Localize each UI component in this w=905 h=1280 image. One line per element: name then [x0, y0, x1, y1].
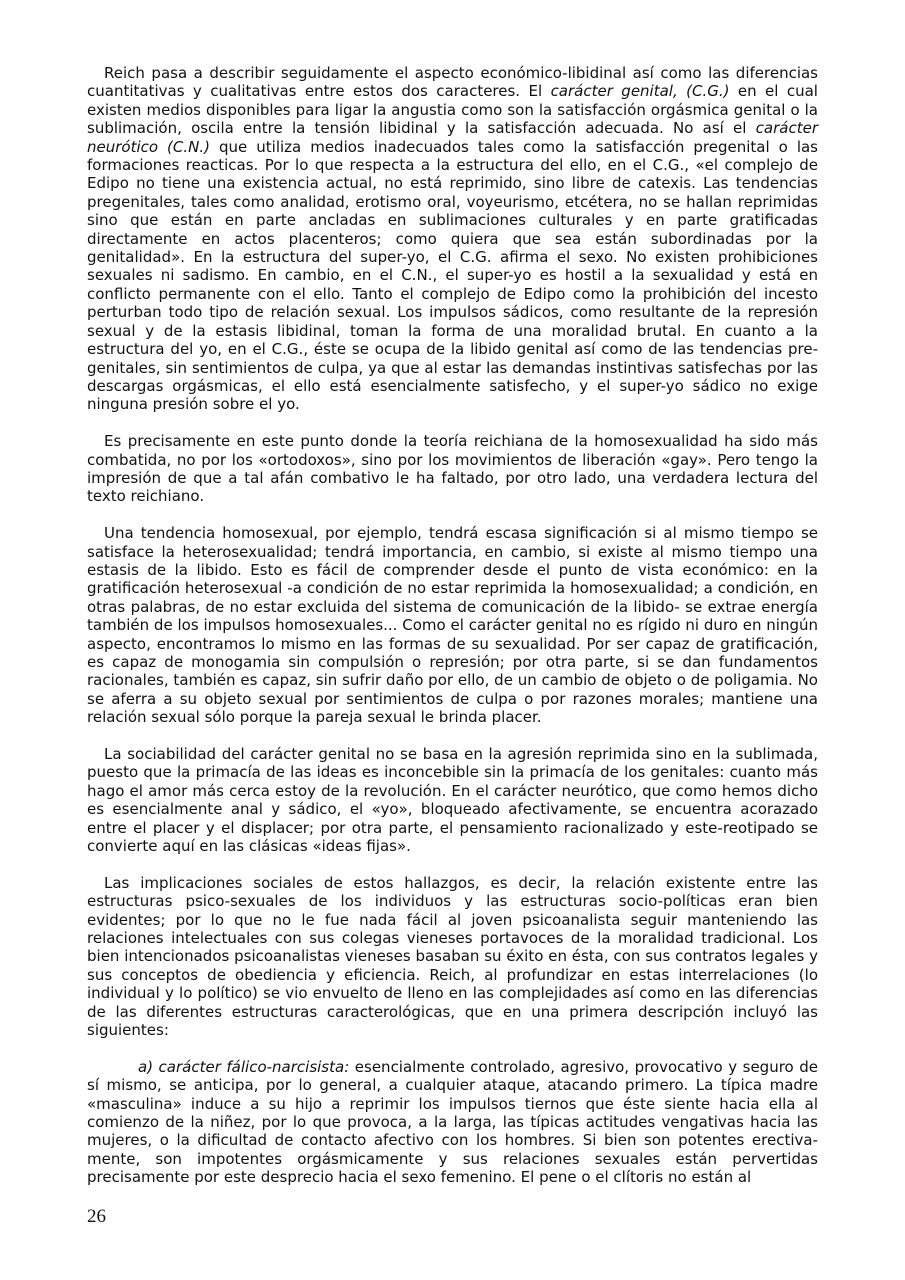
paragraph-5 [87, 874, 818, 1040]
text-segment: Es precisamente en este punto donde la teoría reichiana de la homosexualidad ha sido más combatida, no por los «ortodoxos», sino por los movimientos de liberación «gay». Pero tengo la impresión de que a tal afán combativo le ha faltado, por otro lado, una verdadera lectura del texto reichiano. [87, 432, 818, 506]
paragraph-2 [87, 432, 818, 506]
italic-term-caracter-genital: carácter genital, (C.G.) [550, 82, 730, 101]
text-segment: esencialmente controlado, agresivo, provocativo y seguro de sí mismo, se anticipa, por lo general, a cualquier ataque, atacando primero. La típica madre «masculina» induce a su hijo a reprimir los impulsos tiernos que éste siente hacia ella al comienzo de la niñez, por lo que provoca, a la larga, las típicas actitudes vengativas hacia las mujeres, o la dificultad de contacto afectivo con los hombres. Si bien son potentes erectiva-mente, son impotentes orgásmicamente y sus relaciones sexuales están pervertidas precisamente por este desprecio hacia el sexo femenino. El pene o el clítoris no están al [87, 1057, 818, 1187]
italic-term-caracter-falico-narcisista: a) carácter fálico-narcisista: [138, 1057, 350, 1076]
text-segment: que utiliza medios inadecuados tales como la satisfacción pregenital o las formaciones reacticas. Por lo que respecta a la estructura del ello, en el C.G., «el complejo de Edipo no tiene una existencia actual, no está reprimido, sino libre de catexis. Las tendencias pregenitales, tales como analidad, erotismo oral, voyeurismo, etcétera, no se hallan reprimidas sino que están en parte ancladas en sublimaciones culturales y en parte gratificadas directamente en actos placenteros; como quiera que sea están subordinadas por la genitalidad». En la estructura del super-yo, el C.G. afirma el sexo. No existen prohibiciones sexuales ni sadismo. En cambio, en el C.N., el super-yo es hostil a la sexualidad y está en conflicto permanente con el ello. Tanto el complejo de Edipo como la prohibición del incesto perturban todo tipo de relación sexual. Los impulsos sádicos, como resultante de la represión sexual y de la estasis libidinal, toman la forma de una moralidad brutal. En cuanto a la estructura del yo, en el C.G., éste se ocupa de la libido genital así como de las tendencias pre-genitales, sin sentimientos de culpa, ya que al estar las demandas instintivas satisfechas por las descargas orgásmicas, el ello está esencialmente satisfecho, y el super-yo sádico no exige ninguna presión sobre el yo. [87, 137, 818, 414]
italic-term-caracter-neurotico: carácter neurótico (C.N.) [87, 119, 818, 156]
paragraph-3 [87, 524, 818, 726]
text-segment: en el cual existen medios disponibles para ligar la angustia como son la satisfacción orgásmica genital o la sublimación, oscila entre la tensión libidinal y la satisfacción adecuada. No así el [87, 82, 818, 138]
text-segment: Las implicaciones sociales de estos hallazgos, es decir, la relación existente entre las estructuras psico-sexuales de los individuos y las estructuras socio-políticas eran bien evidentes; por lo que no le fue nada fácil al joven psicoanalista seguir manteniendo las relaciones intelectuales con sus colegas vieneses portavoces de la moralidad tradicional. Los bien intencionados psicoanalistas vieneses basaban su éxito en ésta, con sus contratos legales y sus conceptos de obediencia y eficiencia. Reich, al profundizar en estas interrelaciones (lo individual y lo político) se vio envuelto de lleno en las complejidades así como en las diferencias de las diferentes estructuras caracterológicas, que en una primera descripción incluyó las siguientes: [87, 873, 818, 1040]
page-number: 26 [87, 1206, 106, 1227]
page-body [87, 64, 818, 1187]
paragraph-4 [87, 745, 818, 855]
text-segment: La sociabilidad del carácter genital no se basa en la agresión reprimida sino en la sublimada, puesto que la primacía de las ideas es inconcebible sin la primacía de los genitales: cuanto más hago el amor más cerca estoy de la revolución. En el carácter neurótico, que como hemos dicho es esencialmente anal y sádico, el «yo», bloqueado afectivamente, se encuentra acorazado entre el placer y el displacer; por otra parte, el pensamiento racionalizado y este-reotipado se convierte aquí en las clásicas «ideas fijas». [87, 744, 818, 856]
paragraph-1 [87, 64, 818, 414]
list-item-a [87, 1058, 818, 1187]
text-segment: Una tendencia homosexual, por ejemplo, tendrá escasa significación si al mismo tiempo se satisface la heterosexualidad; tendrá importancia, en cambio, si existe al mismo tiempo una estasis de la libido. Esto es fácil de comprender desde el punto de vista económico: en la gratificación heterosexual -a condición de no estar reprimida la homosexualidad; a condición, en otras palabras, de no estar excluida del sistema de comunicación de la libido- se extrae energía también de los impulsos homosexuales... Como el carácter genital no es rígido ni duro en ningún aspecto, encontramos lo mismo en las formas de su sexualidad. Por ser capaz de gratificación, es capaz de monogamia sin compulsión o represión; por otra parte, si se dan fundamentos racionales, también es capaz, sin sufrir daño por ello, de un cambio de objeto o de poligamia. No se aferra a su objeto sexual por sentimientos de culpa o por razones morales; mantiene una relación sexual sólo porque la pareja sexual le brinda placer. [87, 524, 818, 727]
text-segment: Reich pasa a describir seguidamente el aspecto económico-libidinal así como las diferencias cuantitativas y cualitativas entre estos dos caracteres. El [87, 64, 818, 101]
